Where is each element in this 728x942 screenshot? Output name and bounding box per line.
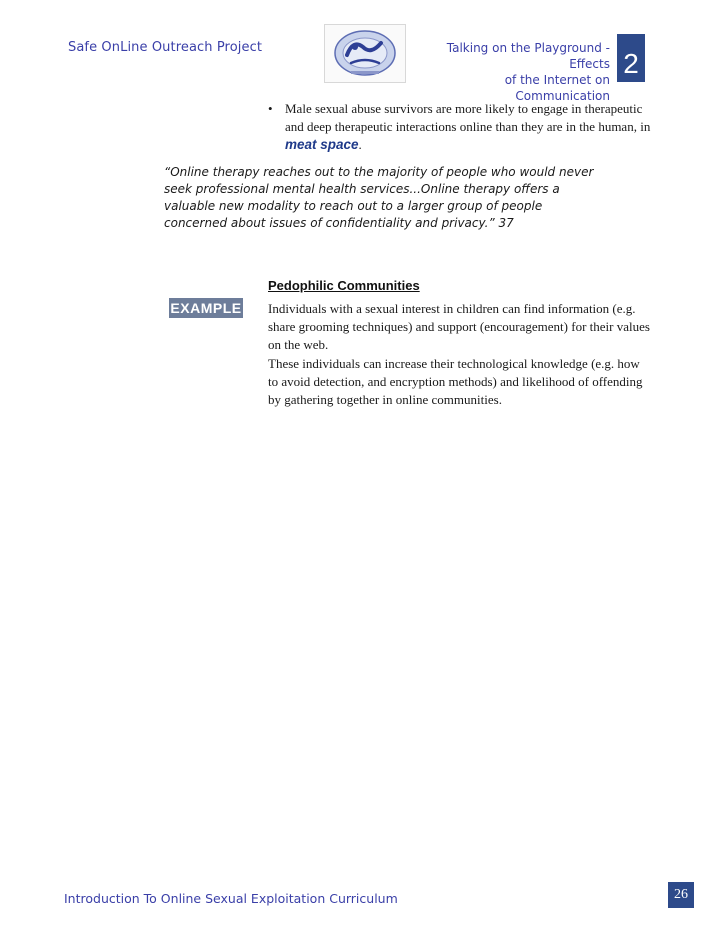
header-chapter-title-line2: of the Internet on Communication <box>504 73 610 103</box>
example-badge: EXAMPLE <box>170 300 242 316</box>
footer-curriculum-title: Introduction To Online Sexual Exploitation Curriculum <box>64 891 398 906</box>
safe-logo-icon <box>324 24 406 83</box>
page-number: 26 <box>668 882 694 908</box>
header-chapter-title <box>414 40 610 104</box>
example-paragraph-1: Individuals with a sexual interest in children can find information (e.g. share grooming techniques) and support (encouragement) for their values on the web. <box>268 301 650 352</box>
logo-graphic <box>325 25 405 82</box>
bullet-text-main: Male sexual abuse survivors are more likely to engage in therapeutic and deep therapeutic interactions online than they are in the human, in <box>285 101 651 134</box>
bullet-marker: • <box>268 101 273 116</box>
bullet-item <box>268 100 652 154</box>
section-title: Pedophilic Communities <box>268 278 420 293</box>
header-project-title: Safe OnLine Outreach Project <box>68 40 263 55</box>
example-paragraph-2: These individuals can increase their technological knowledge (e.g. how to avoid detection, and encryption methods) and likelihood of offending by gathering together in online communities. <box>268 356 643 407</box>
bullet-text <box>285 100 652 154</box>
header-chapter-title-line1: Talking on the Playground - Effects <box>446 41 610 71</box>
meat-space-term: meat space <box>285 137 359 152</box>
chapter-number-badge: 2 <box>617 34 645 82</box>
bullet-text-end: . <box>358 137 362 152</box>
pull-quote: “Online therapy reaches out to the majority of people who would never seek professional mental health services...Online therapy offers a valuable new modality to reach out to a larger group of people concerned about issues of confidentiality and privacy.” 37 <box>164 165 594 230</box>
